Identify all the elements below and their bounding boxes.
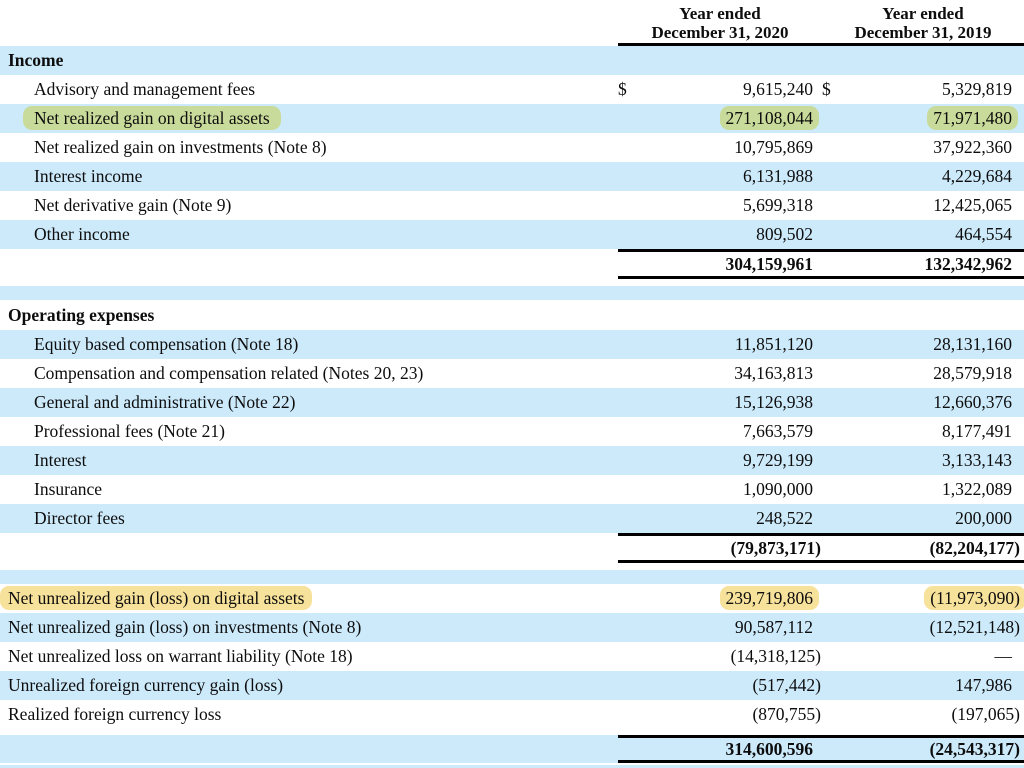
row-label: Interest xyxy=(34,450,87,470)
value-2019: (197,065) xyxy=(951,704,1020,724)
yellow-highlight: (11,973,090) xyxy=(924,586,1024,610)
value-2019: 12,660,376 xyxy=(933,392,1012,412)
dollar-sign-2019: $ xyxy=(822,79,831,99)
section-row-income xyxy=(0,46,1024,75)
row-label: Director fees xyxy=(34,508,125,528)
row-label: Compensation and compensation related (Notes 20, 23) xyxy=(34,363,424,383)
blank-stripe-row xyxy=(0,286,1024,300)
value-2020: 15,126,938 xyxy=(734,392,813,412)
row-professional-fees xyxy=(0,417,1024,446)
year-2020-line1: Year ended xyxy=(679,4,761,23)
row-label: Net realized gain on investments (Note 8) xyxy=(34,137,327,157)
row-label: Equity based compensation (Note 18) xyxy=(34,334,299,354)
row-net-unrealized-gain-digital-assets xyxy=(0,584,1024,613)
value-2020 xyxy=(640,588,822,609)
value-2019: 200,000 xyxy=(955,508,1012,528)
total-income-2020: 304,159,961 xyxy=(725,253,813,274)
row-label: Other income xyxy=(34,224,130,244)
row-net-derivative-gain xyxy=(0,191,1024,220)
header-underline xyxy=(618,0,1024,46)
total-rule xyxy=(618,533,1024,563)
row-advisory-fees xyxy=(0,75,1024,104)
row-label: General and administrative (Note 22) xyxy=(34,392,296,412)
value-2020: 9,615,240 xyxy=(743,79,813,99)
value-2020: 7,663,579 xyxy=(743,421,813,441)
row-label xyxy=(0,108,618,129)
row-grand-total xyxy=(0,735,1024,763)
total-expenses-2020: (79,873,171) xyxy=(730,537,821,558)
value-2019: 12,425,065 xyxy=(933,195,1012,215)
value-2019: 1,322,089 xyxy=(942,479,1012,499)
year-2020-line2: December 31, 2020 xyxy=(651,23,789,42)
value-2019: 37,922,360 xyxy=(933,137,1012,157)
value-2020: (870,755) xyxy=(752,704,821,724)
row-label: Net derivative gain (Note 9) xyxy=(34,195,232,215)
value-2019: 5,329,819 xyxy=(942,79,1012,99)
value-2020: 809,502 xyxy=(756,224,813,244)
blank-stripe-row xyxy=(0,570,1024,584)
value-2019: 8,177,491 xyxy=(942,421,1012,441)
table-header xyxy=(0,0,1024,46)
row-label: Advisory and management fees xyxy=(34,79,256,99)
value-2019: 464,554 xyxy=(955,224,1012,244)
row-realized-foreign-currency-loss xyxy=(0,700,1024,729)
row-other-income xyxy=(0,220,1024,249)
row-interest-expense xyxy=(0,446,1024,475)
green-highlight: 71,971,480 xyxy=(927,106,1018,130)
total-income-2019: 132,342,962 xyxy=(924,253,1012,274)
row-director-fees xyxy=(0,504,1024,533)
row-label: Professional fees (Note 21) xyxy=(34,421,225,441)
row-label: Net unrealized loss on warrant liability (Note 18) xyxy=(8,646,353,666)
row-insurance xyxy=(0,475,1024,504)
value-2019 xyxy=(842,588,1024,609)
spacer xyxy=(0,563,1024,570)
row-net-realized-gain-investments xyxy=(0,133,1024,162)
value-2019: (12,521,148) xyxy=(929,617,1020,637)
value-2020: 10,795,869 xyxy=(734,137,813,157)
value-2020: 34,163,813 xyxy=(734,363,813,383)
yellow-highlight: Net unrealized gain (loss) on digital assets xyxy=(0,586,312,610)
section-label-operating-expenses: Operating expenses xyxy=(8,304,155,325)
value-2019: 28,579,918 xyxy=(933,363,1012,383)
green-highlight: Net realized gain on digital assets xyxy=(23,106,281,130)
year-2020-header xyxy=(618,4,822,42)
value-2020: (517,442) xyxy=(752,675,821,695)
spacer xyxy=(0,279,1024,286)
grand-total-2020: 314,600,596 xyxy=(725,738,813,759)
row-label xyxy=(0,588,618,609)
total-expenses-2019: (82,204,177) xyxy=(929,537,1020,558)
value-2020: 248,522 xyxy=(756,508,813,528)
yellow-highlight: 239,719,806 xyxy=(720,586,820,610)
value-2019: — xyxy=(994,646,1012,666)
year-2019-line1: Year ended xyxy=(882,4,964,23)
row-total-operating-expenses xyxy=(0,533,1024,563)
row-equity-based-compensation xyxy=(0,330,1024,359)
value-2019 xyxy=(842,108,1024,129)
row-net-realized-gain-digital-assets xyxy=(0,104,1024,133)
header-spacer xyxy=(0,0,618,46)
value-2020: 1,090,000 xyxy=(743,479,813,499)
grand-total-2019: (24,543,317) xyxy=(929,738,1020,759)
value-2020: 11,851,120 xyxy=(734,334,813,354)
row-label: Insurance xyxy=(34,479,103,499)
row-interest-income xyxy=(0,162,1024,191)
section-label-income: Income xyxy=(8,50,64,70)
row-net-unrealized-gain-investments xyxy=(0,613,1024,642)
total-rule xyxy=(618,249,1024,279)
value-2020: 9,729,199 xyxy=(743,450,813,470)
green-highlight: 271,108,044 xyxy=(720,106,820,130)
total-rule xyxy=(618,735,1024,763)
row-label: Net unrealized gain (loss) on investments (Note 8) xyxy=(8,617,362,637)
value-2020: 6,131,988 xyxy=(743,166,813,186)
section-row-operating-expenses xyxy=(0,300,1024,330)
value-2019: 3,133,143 xyxy=(942,450,1012,470)
row-unrealized-foreign-currency xyxy=(0,671,1024,700)
row-net-unrealized-loss-warrant-liability xyxy=(0,642,1024,671)
year-2019-line2: December 31, 2019 xyxy=(854,23,992,42)
value-2020: 5,699,318 xyxy=(743,195,813,215)
row-general-administrative xyxy=(0,388,1024,417)
dollar-sign-2020: $ xyxy=(618,79,627,99)
year-2019-header xyxy=(822,4,1024,42)
value-2019: 28,131,160 xyxy=(933,334,1012,354)
value-2020 xyxy=(640,108,822,129)
value-2019: 4,229,684 xyxy=(942,166,1012,186)
row-total-income xyxy=(0,249,1024,279)
row-label: Realized foreign currency loss xyxy=(8,704,222,724)
row-label: Unrealized foreign currency gain (loss) xyxy=(8,675,284,695)
value-2020: (14,318,125) xyxy=(730,646,821,666)
row-label: Interest income xyxy=(34,166,143,186)
value-2020: 90,587,112 xyxy=(734,617,813,637)
value-2019: 147,986 xyxy=(955,675,1012,695)
row-compensation-related xyxy=(0,359,1024,388)
